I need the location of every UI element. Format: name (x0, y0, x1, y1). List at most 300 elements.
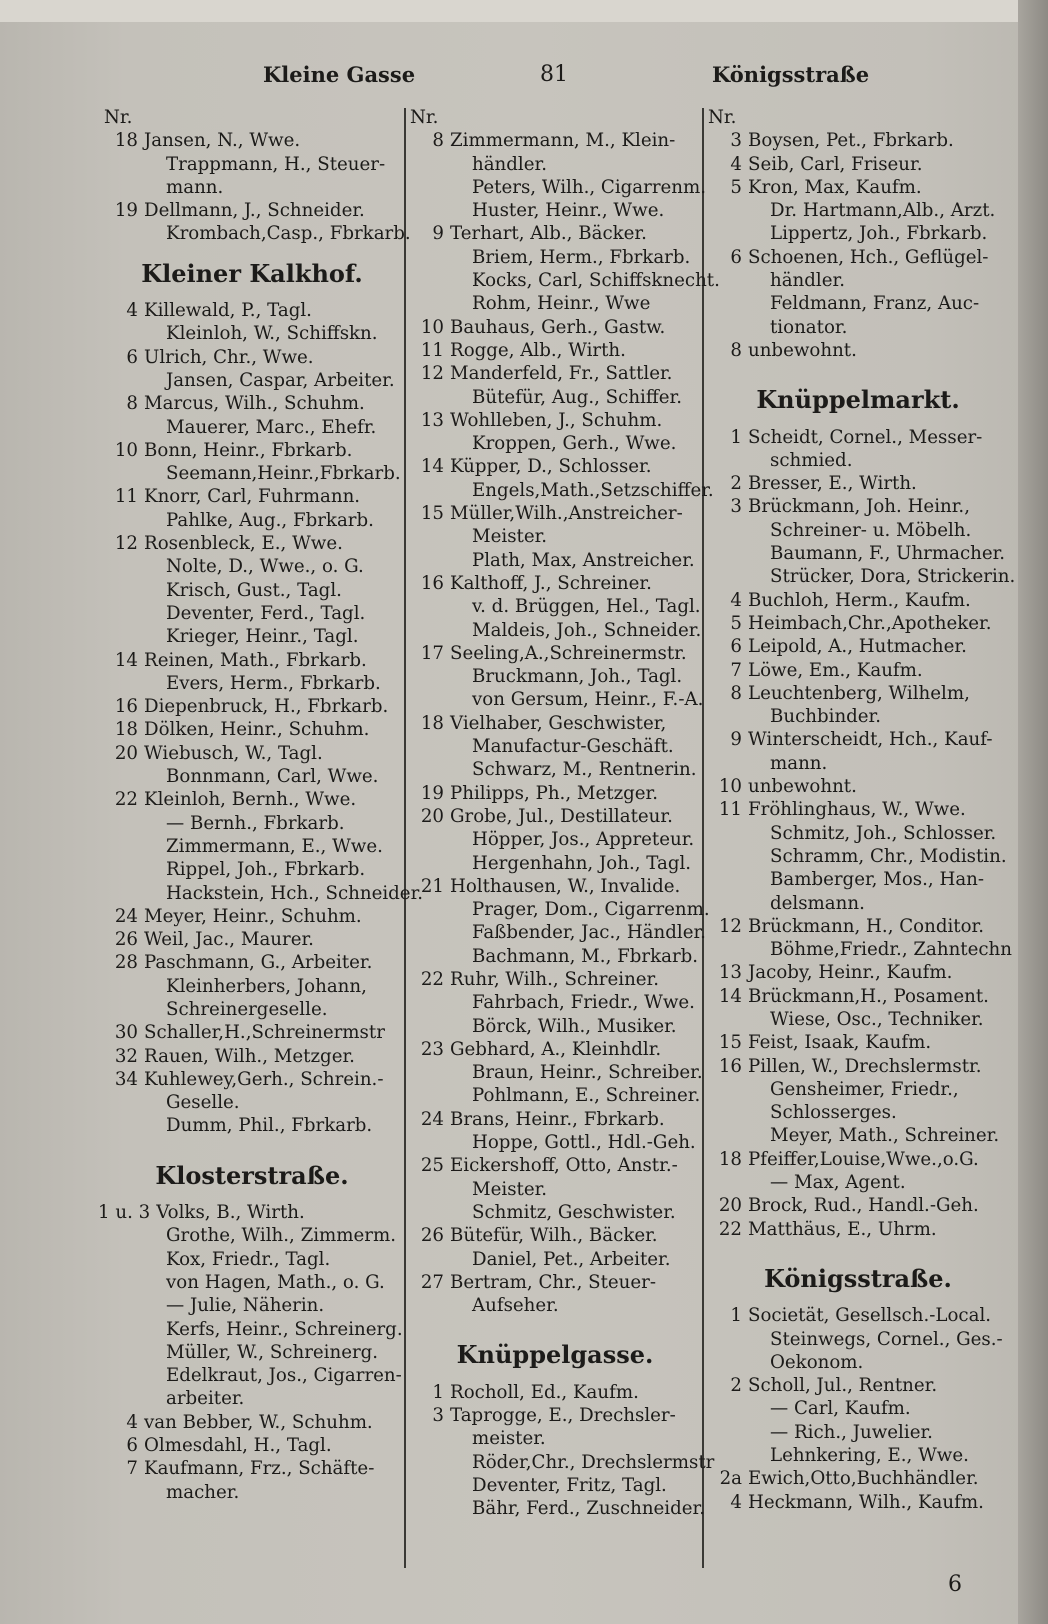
house-number (104, 858, 144, 881)
house-number (104, 1224, 144, 1247)
house-number (708, 1124, 748, 1147)
entry-text: Kaufmann, Frz., Schäfte- (144, 1458, 375, 1480)
entry-line (708, 199, 1008, 222)
entry-line (410, 292, 700, 315)
entry-text: macher. (166, 1481, 240, 1503)
entry-text: Feldmann, Franz, Auc- (770, 293, 980, 315)
entry-text: Grothe, Wilh., Zimmerm. (166, 1225, 397, 1247)
house-number: 12 (718, 915, 742, 937)
house-number (708, 1171, 748, 1194)
entry-line (410, 1248, 700, 1271)
house-number (104, 1364, 144, 1387)
entry-line (104, 975, 400, 998)
house-number (104, 998, 144, 1021)
entry-text: Maldeis, Joh., Schneider. (472, 619, 702, 641)
house-number: 5 (730, 176, 742, 198)
entries (104, 299, 424, 1138)
section-heading: Klosterstraße. (155, 1160, 349, 1190)
house-number: 2 (730, 473, 742, 495)
entry-line (410, 199, 700, 222)
house-number: 7 (730, 659, 742, 681)
entry-line (104, 882, 424, 905)
entry-text: Küpper, D., Schlosser. (450, 456, 652, 478)
house-number (708, 1351, 748, 1374)
house-number (104, 1271, 144, 1294)
house-number (410, 991, 450, 1014)
entry-line (410, 1154, 700, 1177)
house-number: 11 (114, 486, 138, 508)
entry-line (410, 502, 700, 525)
house-number: 6 (126, 1435, 138, 1457)
entry-line (708, 822, 1008, 845)
entry-line (708, 938, 1012, 961)
entry-line (104, 369, 400, 392)
entry-line (708, 1055, 1008, 1078)
entry-text: Pfeiffer,Louise,Wwe.,o.G. (748, 1148, 979, 1170)
entry-line (410, 665, 700, 688)
entry-text: Ruhr, Wilh., Schreiner. (450, 968, 660, 990)
entry-text: Meister. (472, 526, 548, 548)
entry-line (410, 549, 700, 572)
entry-line (410, 805, 700, 828)
entry-text: Manderfeld, Fr., Sattler. (450, 363, 673, 385)
entry-line (410, 409, 700, 432)
entry-text: Daniel, Pet., Arbeiter. (472, 1248, 671, 1270)
entry-text: mann. (166, 176, 224, 198)
entry-text: Taprogge, E., Drechsler- (450, 1405, 676, 1427)
entry-text: Societät, Gesellsch.-Local. (748, 1305, 992, 1327)
entry-line (104, 1411, 400, 1434)
house-number: 17 (420, 642, 444, 664)
house-number (708, 822, 748, 845)
house-number (104, 625, 144, 648)
entry-line (410, 246, 700, 269)
house-number (410, 1131, 450, 1154)
entry-text: Boysen, Pet., Fbrkarb. (748, 130, 954, 152)
house-number: 1 (432, 1381, 444, 1403)
entry-text: Pahlke, Aug., Fbrkarb. (166, 509, 374, 531)
entry-line (410, 1224, 700, 1247)
house-number (708, 222, 748, 245)
house-number: 26 (114, 929, 138, 951)
house-number (410, 688, 450, 711)
entry-text: Böhme,Friedr., Zahntechn (770, 939, 1012, 961)
entry-line (708, 612, 1008, 635)
entry-text: Diepenbruck, H., Fbrkarb. (144, 696, 389, 718)
house-number (410, 735, 450, 758)
entry-text: meister. (472, 1428, 546, 1450)
entry-line (104, 1364, 400, 1387)
entry-line (104, 788, 400, 811)
entry-line (410, 945, 700, 968)
entry-text: Winterscheidt, Hch., Kauf- (748, 729, 993, 751)
house-number (104, 416, 144, 439)
entry-text: Kox, Friedr., Tagl. (166, 1248, 331, 1270)
house-number: 23 (420, 1038, 444, 1060)
house-number (410, 246, 450, 269)
house-number: 9 (432, 223, 444, 245)
entry-text: — Rich., Juwelier. (770, 1421, 933, 1443)
entry-text: Löwe, Em., Kaufm. (748, 659, 923, 681)
house-number (104, 1114, 144, 1137)
house-number: 26 (420, 1225, 444, 1247)
entry-line (708, 1491, 1008, 1514)
entry-text: Bresser, E., Wirth. (748, 473, 917, 495)
house-number (410, 595, 450, 618)
entry-text: Kalthoff, J., Schreiner. (450, 572, 652, 594)
house-number (410, 1451, 450, 1474)
house-number: 11 (420, 339, 444, 361)
house-number (708, 1397, 748, 1420)
entry-text: Bütefür, Aug., Schiffer. (472, 386, 683, 408)
entry-line (708, 752, 1008, 775)
house-number (410, 1248, 450, 1271)
entry-line (708, 339, 1008, 362)
entry-text: Dr. Hartmann,Alb., Arzt. (770, 200, 996, 222)
house-number (410, 619, 450, 642)
house-number: 1 (730, 1305, 742, 1327)
entry-line (104, 1091, 400, 1114)
entry-text: Terhart, Alb., Bäcker. (450, 223, 647, 245)
house-number (104, 322, 144, 345)
entry-line (104, 439, 400, 462)
house-number (104, 462, 144, 485)
entry-text: händler. (770, 270, 845, 292)
entry-text: Heimbach,Chr.,Apotheker. (748, 612, 992, 634)
house-number (410, 1178, 450, 1201)
entry-text: Fahrbach, Friedr., Wwe. (472, 992, 695, 1014)
entry-text: Peters, Wilh., Cigarrenm. (472, 176, 707, 198)
entry-text: Fröhlinghaus, W., Wwe. (748, 799, 966, 821)
section-heading: Königsstraße. (764, 1263, 952, 1293)
house-number: 12 (114, 533, 138, 555)
entry-line (708, 1171, 1008, 1194)
column-3 (708, 106, 1016, 1514)
entry-text: Volks, B., Wirth. (156, 1202, 305, 1224)
entry-text: Müller, W., Schreinerg. (166, 1341, 379, 1363)
house-number (104, 672, 144, 695)
entry-text: Brans, Heinr., Fbrkarb. (450, 1108, 665, 1130)
entry-line (104, 1045, 400, 1068)
entry-line (708, 915, 1008, 938)
entry-line (104, 1481, 400, 1504)
house-number (708, 892, 748, 915)
entry-text: Oekonom. (770, 1351, 864, 1373)
entry-text: Pohlmann, E., Schreiner. (472, 1085, 701, 1107)
entry-line (410, 1294, 700, 1317)
entry-line (708, 1421, 1008, 1444)
entry-line (410, 1497, 706, 1520)
entry-line (410, 1178, 700, 1201)
entry-line (104, 951, 400, 974)
entry-text: Kroppen, Gerh., Wwe. (472, 433, 677, 455)
house-number: 20 (114, 742, 138, 764)
entry-line (104, 579, 400, 602)
house-number (708, 1328, 748, 1351)
house-number: 15 (420, 503, 444, 525)
entry-text: Hoppe, Gottl., Hdl.-Geh. (472, 1132, 696, 1154)
entry-line (410, 968, 700, 991)
entry-text: Kron, Max, Kaufm. (748, 176, 922, 198)
entry-line (708, 1397, 1008, 1420)
house-number: 20 (420, 805, 444, 827)
entry-line (708, 1008, 1008, 1031)
house-number: 32 (114, 1045, 138, 1067)
entry-text: Rauen, Wilh., Metzger. (144, 1045, 355, 1067)
house-number (410, 945, 450, 968)
house-number: 18 (420, 712, 444, 734)
entry-line (708, 1304, 1008, 1327)
house-number: 16 (718, 1055, 742, 1077)
entry-text: Rogge, Alb., Wirth. (450, 339, 626, 361)
entry-text: Edelkraut, Jos., Cigarren- (166, 1365, 402, 1387)
entry-text: Schaller,H.,Schreinermstr (144, 1022, 385, 1044)
entry-text: Gensheimer, Friedr., (770, 1078, 959, 1100)
entry-text: Deventer, Fritz, Tagl. (472, 1474, 667, 1496)
entry-line (708, 292, 1008, 315)
house-number: 1 u. 3 (98, 1202, 151, 1224)
entry-text: Rohm, Heinr., Wwe (472, 293, 651, 315)
entry-line (104, 928, 400, 951)
entry-line (410, 153, 700, 176)
entry-line (410, 1451, 715, 1474)
entry-text: Jacoby, Heinr., Kaufm. (748, 962, 953, 984)
entry-line (410, 898, 710, 921)
entry-line (410, 1427, 700, 1450)
entry-line (104, 555, 400, 578)
entries (708, 426, 1016, 1241)
entry-text: Jansen, Caspar, Arbeiter. (166, 369, 395, 391)
entry-text: Ewich,Otto,Buchhändler. (748, 1468, 979, 1490)
house-number (708, 1008, 748, 1031)
entry-text: Bachmann, M., Fbrkarb. (472, 945, 699, 967)
entry-text: Kleinloh, Bernh., Wwe. (144, 789, 357, 811)
entry-text: Gebhard, A., Kleinhdlr. (450, 1038, 662, 1060)
house-number (708, 845, 748, 868)
house-number: 12 (420, 363, 444, 385)
entry-line (410, 688, 704, 711)
entry-text: Krieger, Heinr., Tagl. (166, 626, 359, 648)
house-number (104, 153, 144, 176)
entry-line (410, 1201, 700, 1224)
house-number: 16 (114, 696, 138, 718)
house-number (104, 369, 144, 392)
house-number: 20 (718, 1195, 742, 1217)
house-number: 13 (718, 962, 742, 984)
entry-text: Huster, Heinr., Wwe. (472, 200, 665, 222)
entry-text: Wiese, Osc., Techniker. (770, 1008, 984, 1030)
house-number (104, 835, 144, 858)
house-number (410, 153, 450, 176)
entry-text: Schmitz, Geschwister. (472, 1201, 676, 1223)
house-number (708, 449, 748, 472)
entry-text: Kocks, Carl, Schiffsknecht. (472, 270, 720, 292)
house-number: 25 (420, 1155, 444, 1177)
entry-text: unbewohnt. (748, 339, 857, 361)
house-number (104, 1248, 144, 1271)
entry-line (410, 1474, 700, 1497)
entry-line (410, 642, 700, 665)
entry-line (410, 1404, 700, 1427)
entry-line (104, 905, 400, 928)
entry-text: Meyer, Heinr., Schuhm. (144, 905, 362, 927)
house-number (410, 852, 450, 875)
house-number (410, 386, 450, 409)
entry-line (104, 998, 400, 1021)
entry-line (410, 176, 707, 199)
house-number (410, 199, 450, 222)
entry-text: Wiebusch, W., Tagl. (144, 742, 323, 764)
entry-text: Deventer, Ferd., Tagl. (166, 602, 366, 624)
entry-line (708, 868, 1008, 891)
entry-line (708, 1444, 1008, 1467)
entry-line (708, 1467, 1008, 1490)
entry-line (104, 1271, 400, 1294)
house-number: 6 (126, 346, 138, 368)
nr-label: Nr. (104, 107, 133, 128)
entry-text: Paschmann, G., Arbeiter. (144, 952, 373, 974)
house-number (708, 1444, 748, 1467)
entry-line (410, 1061, 703, 1084)
entry-text: Leipold, A., Hutmacher. (748, 636, 967, 658)
entry-text: Bauhaus, Gerh., Gastw. (450, 316, 666, 338)
entry-text: Seeling,A.,Schreinermstr. (450, 642, 687, 664)
entry-text: Krisch, Gust., Tagl. (166, 579, 342, 601)
house-number: 8 (730, 339, 742, 361)
house-number: 9 (730, 729, 742, 751)
entry-line (104, 153, 400, 176)
entry-text: Bonn, Heinr., Fbrkarb. (144, 439, 353, 461)
entry-text: Marcus, Wilh., Schuhm. (144, 393, 365, 415)
entry-text: Steinwegs, Cornel., Ges.- (770, 1328, 1003, 1350)
entry-line (104, 602, 400, 625)
house-number (410, 665, 450, 688)
house-number (410, 1474, 450, 1497)
house-number (104, 176, 144, 199)
entry-text: Hergenhahn, Joh., Tagl. (472, 852, 692, 874)
entry-text: Meyer, Math., Schreiner. (770, 1125, 1000, 1147)
entry-text: Feist, Isaak, Kaufm. (748, 1032, 932, 1054)
house-number (104, 602, 144, 625)
entry-text: Kerfs, Heinr., Schreinerg. (166, 1318, 403, 1340)
entry-line (104, 532, 400, 555)
entry-text: Aufseher. (472, 1295, 559, 1317)
entry-line (410, 129, 700, 152)
entry-line (104, 129, 400, 152)
entry-text: Brückmann, H., Conditor. (748, 915, 985, 937)
entry-line (708, 176, 1008, 199)
entry-line (410, 386, 700, 409)
house-number (708, 705, 748, 728)
entry-line (708, 269, 1008, 292)
house-number (410, 432, 450, 455)
entry-line (104, 462, 400, 485)
entry-line (410, 525, 700, 548)
entry-line (410, 222, 700, 245)
entry-text: Schlosserges. (770, 1102, 897, 1124)
house-number (708, 269, 748, 292)
entry-line (104, 812, 400, 835)
entry-text: Brückmann, Joh. Heinr., (748, 496, 970, 518)
entry-line (708, 316, 1008, 339)
entry-text: Olmesdahl, H., Tagl. (144, 1435, 332, 1457)
house-number (708, 519, 748, 542)
entry-line (104, 176, 400, 199)
house-number: 15 (718, 1032, 742, 1054)
house-number (708, 1421, 748, 1444)
entry-text: Nolte, D., Wwe., o. G. (166, 556, 364, 578)
entry-text: Dellmann, J., Schneider. (144, 200, 365, 222)
entry-text: Kleinherbers, Johann, (166, 975, 367, 997)
entry-line (708, 659, 1008, 682)
running-header (0, 62, 1048, 98)
entry-line (410, 455, 700, 478)
entry-line (708, 1218, 1008, 1241)
entry-line (708, 705, 1008, 728)
entry-text: Dumm, Phil., Fbrkarb. (166, 1115, 373, 1137)
entry-line (410, 1271, 700, 1294)
entry-text: Börck, Wilh., Musiker. (472, 1015, 677, 1037)
house-number (410, 1427, 450, 1450)
entry-text: Scheidt, Cornel., Messer- (748, 426, 983, 448)
entry-line (104, 742, 400, 765)
house-number: 14 (114, 649, 138, 671)
entry-line (410, 339, 700, 362)
entry-line (708, 153, 1008, 176)
entry-text: Engels,Math.,Setzschiffer. (472, 479, 714, 501)
entry-line (104, 625, 400, 648)
entry-text: Schreinergeselle. (166, 998, 328, 1020)
entry-line (708, 682, 1008, 705)
house-number (708, 868, 748, 891)
entry-line (104, 765, 400, 788)
house-number (104, 765, 144, 788)
nr-label-row (708, 106, 1008, 129)
entry-text: Röder,Chr., Drechslermstr (472, 1451, 715, 1473)
house-number: 2 (730, 1375, 742, 1397)
house-number: 18 (114, 719, 138, 741)
entry-text: Dölken, Heinr., Schuhm. (144, 719, 370, 741)
entry-line (708, 845, 1008, 868)
entry-line (410, 362, 700, 385)
entry-line (410, 1108, 700, 1131)
entries (410, 129, 720, 1317)
house-number: 3 (730, 496, 742, 518)
entry-text: Lippertz, Joh., Fbrkarb. (770, 223, 988, 245)
entry-line (708, 472, 1008, 495)
entry-line (410, 991, 700, 1014)
entry-line (410, 758, 700, 781)
entry-line (708, 1351, 1008, 1374)
entry-text: Plath, Max, Anstreicher. (472, 549, 695, 571)
house-number: 2a (719, 1468, 742, 1490)
house-number (708, 1078, 748, 1101)
entry-text: Seemann,Heinr.,Fbrkarb. (166, 463, 401, 485)
house-number (708, 1101, 748, 1124)
entry-line (708, 961, 1008, 984)
house-number: 3 (432, 1405, 444, 1427)
entry-text: Schmitz, Joh., Schlosser. (770, 822, 997, 844)
house-number: 10 (718, 776, 742, 798)
house-number: 18 (114, 130, 138, 152)
entry-text: Zimmermann, E., Wwe. (166, 835, 383, 857)
entry-line (104, 1341, 400, 1364)
entry-text: Bähr, Ferd., Zuschneider. (472, 1498, 706, 1520)
column-rule-1 (404, 108, 406, 1568)
entry-text: Manufactur-Geschäft. (472, 736, 674, 758)
entry-text: Strücker, Dora, Strickerin. (770, 566, 1016, 588)
entry-text: Prager, Dom., Cigarrenm. (472, 899, 710, 921)
